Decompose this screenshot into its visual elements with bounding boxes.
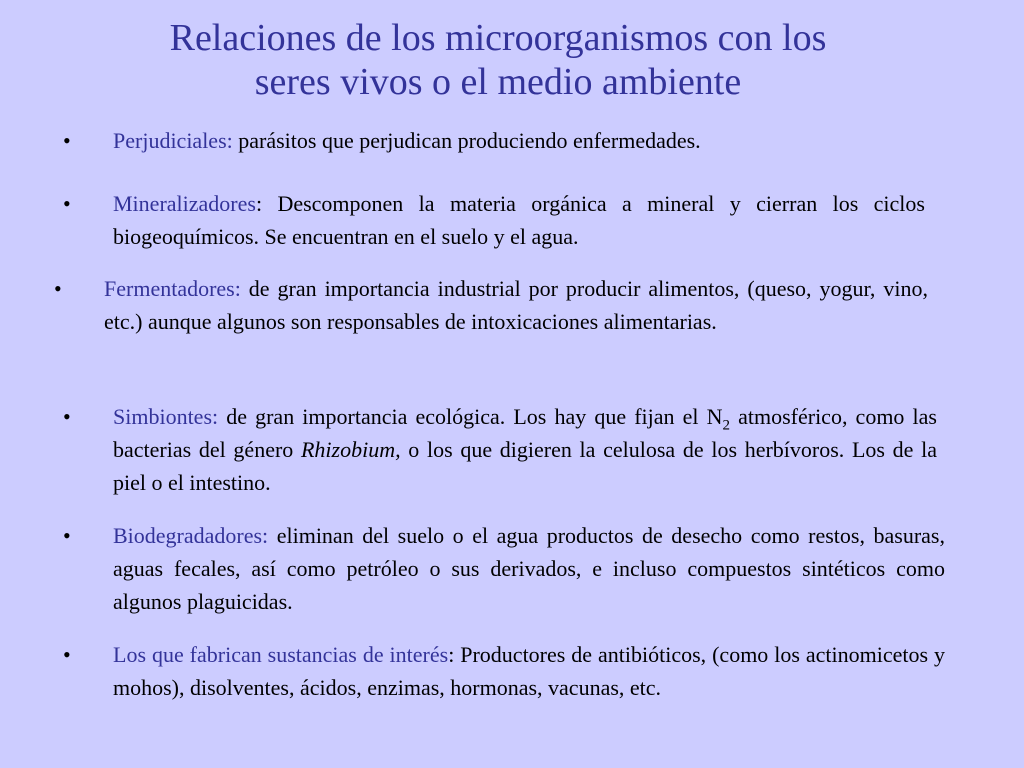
list-item-simbiontes: [63, 400, 937, 499]
bullet-icon: •: [63, 128, 71, 153]
bullet-icon: •: [63, 642, 71, 667]
description-simbiontes-part-3: o los que digieren la celulosa de los herbívoros. Los de la piel o el intestino.: [113, 437, 937, 495]
description-biodegradadores: eliminan del suelo o el agua productos de desecho como restos, basuras, aguas fecales, así como petróleo o sus derivados, e incluso compuestos sintéticos como algunos plaguicidas.: [113, 523, 945, 614]
subscript-2: 2: [722, 417, 730, 434]
bullet-icon: •: [63, 404, 71, 429]
description-mineralizadores: : Descomponen la materia orgánica a mineral y cierran los ciclos biogeoquímicos. Se encuentran en el suelo y el agua.: [113, 191, 925, 249]
description-simbiontes-part-1: de gran importancia ecológica. Los hay que fijan el N: [218, 404, 723, 429]
description-fabricantes: : Productores de antibióticos, (como los actinomicetos y mohos), disolventes, ácidos, enzimas, hormonas, vacunas, etc.: [113, 642, 946, 700]
term-fermentadores: Fermentadores:: [104, 276, 241, 301]
term-fabricantes: Los que fabrican sustancias de interés: [113, 642, 449, 667]
term-perjudiciales: Perjudiciales:: [113, 128, 233, 153]
bullet-icon: •: [63, 191, 71, 216]
list-item-fabricantes: [63, 638, 946, 704]
term-mineralizadores: Mineralizadores: [113, 191, 256, 216]
list-item-mineralizadores: [63, 187, 925, 253]
bullet-icon: •: [54, 276, 62, 301]
list-item-perjudiciales: [63, 124, 943, 157]
term-simbiontes: Simbiontes:: [113, 404, 219, 429]
slide-title-line-2: seres vivos o el medio ambiente: [254, 61, 742, 103]
description-fermentadores: de gran importancia industrial por producir alimentos, (queso, yogur, vino, etc.) aunque algunos son responsables de intoxicaciones alimentarias.: [104, 276, 928, 334]
genus-rhizobium: Rhizobium,: [300, 437, 401, 462]
slide-title: [0, 16, 996, 104]
term-biodegradadores: Biodegradadores:: [113, 523, 269, 548]
list-item-fermentadores: [54, 272, 928, 338]
bullet-icon: •: [63, 523, 71, 548]
slide-title-line-1: Relaciones de los microorganismos con los: [169, 17, 827, 59]
description-simbiontes-part-2: atmosférico, como las bacterias del género: [113, 404, 937, 462]
list-item-biodegradadores: [63, 519, 945, 618]
description-perjudiciales: parásitos que perjudican produciendo enfermedades.: [232, 128, 701, 153]
